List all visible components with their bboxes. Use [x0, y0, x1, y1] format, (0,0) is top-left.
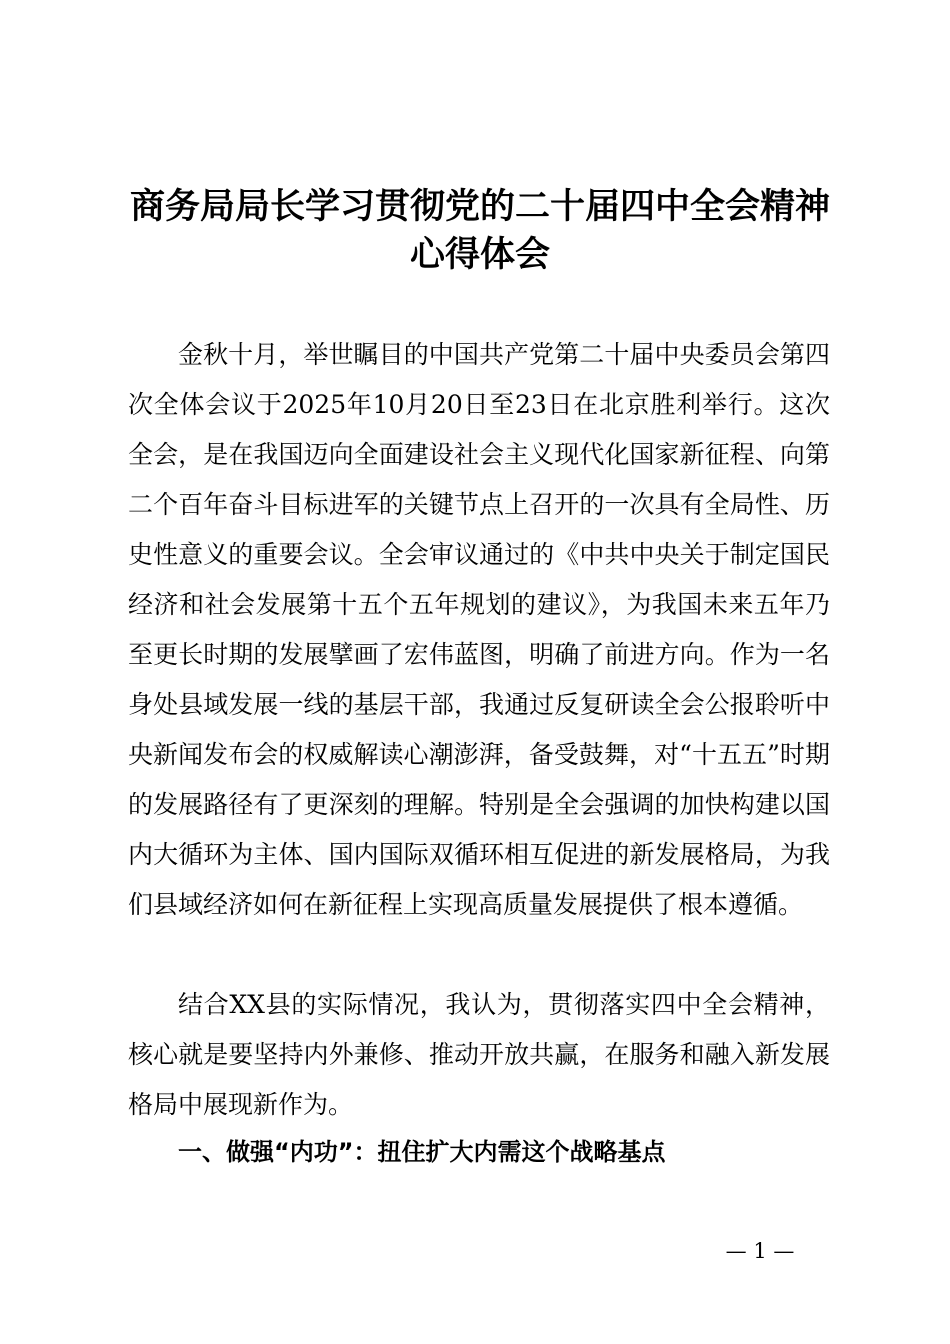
- section-heading: 一、做强“内功”：扭住扩大内需这个战略基点: [178, 1138, 666, 1166]
- title-line-1: 商务局局长学习贯彻党的二十届四中全会精神: [129, 187, 830, 227]
- document-title-continued: [100, 230, 860, 280]
- title-line-2: 心得体会: [409, 235, 550, 275]
- body-paragraph-2: 结合XX县的实际情况，我认为，贯彻落实四中全会精神，核心就是要坚持内外兼修、推动开放共赢，在服务和融入新发展格局中展现新作为。: [128, 990, 830, 1119]
- page-number: — 1 —: [725, 1239, 795, 1263]
- document-title: [100, 182, 860, 232]
- body-paragraph-1: 金秋十月，举世瞩目的中国共产党第二十届中央委员会第四次全体会议于2025年10月20日至23日在北京胜利举行。这次全会，是在我国迈向全面建设社会主义现代化国家新征程、向第二个百年奋斗目标进军的关键节点上召开的一次具有全局性、历史性意义的重要会议。全会审议通过的《中共中央关于制定国民经济和社会发展第十五个五年规划的建议》，为我国未来五年乃至更长时期的发展擘画了宏伟蓝图，明确了前进方向。作为一名身处县域发展一线的基层干部，我通过反复研读全会公报聆听中央新闻发布会的权威解读心潮澎湃，备受鼓舞，对“十五五”时期的发展路径有了更深刻的理解。特别是全会强调的加快构建以国内大循环为主体、国内国际双循环相互促进的新发展格局，为我们县域经济如何在新征程上实现高质量发展提供了根本遵循。: [128, 340, 830, 919]
